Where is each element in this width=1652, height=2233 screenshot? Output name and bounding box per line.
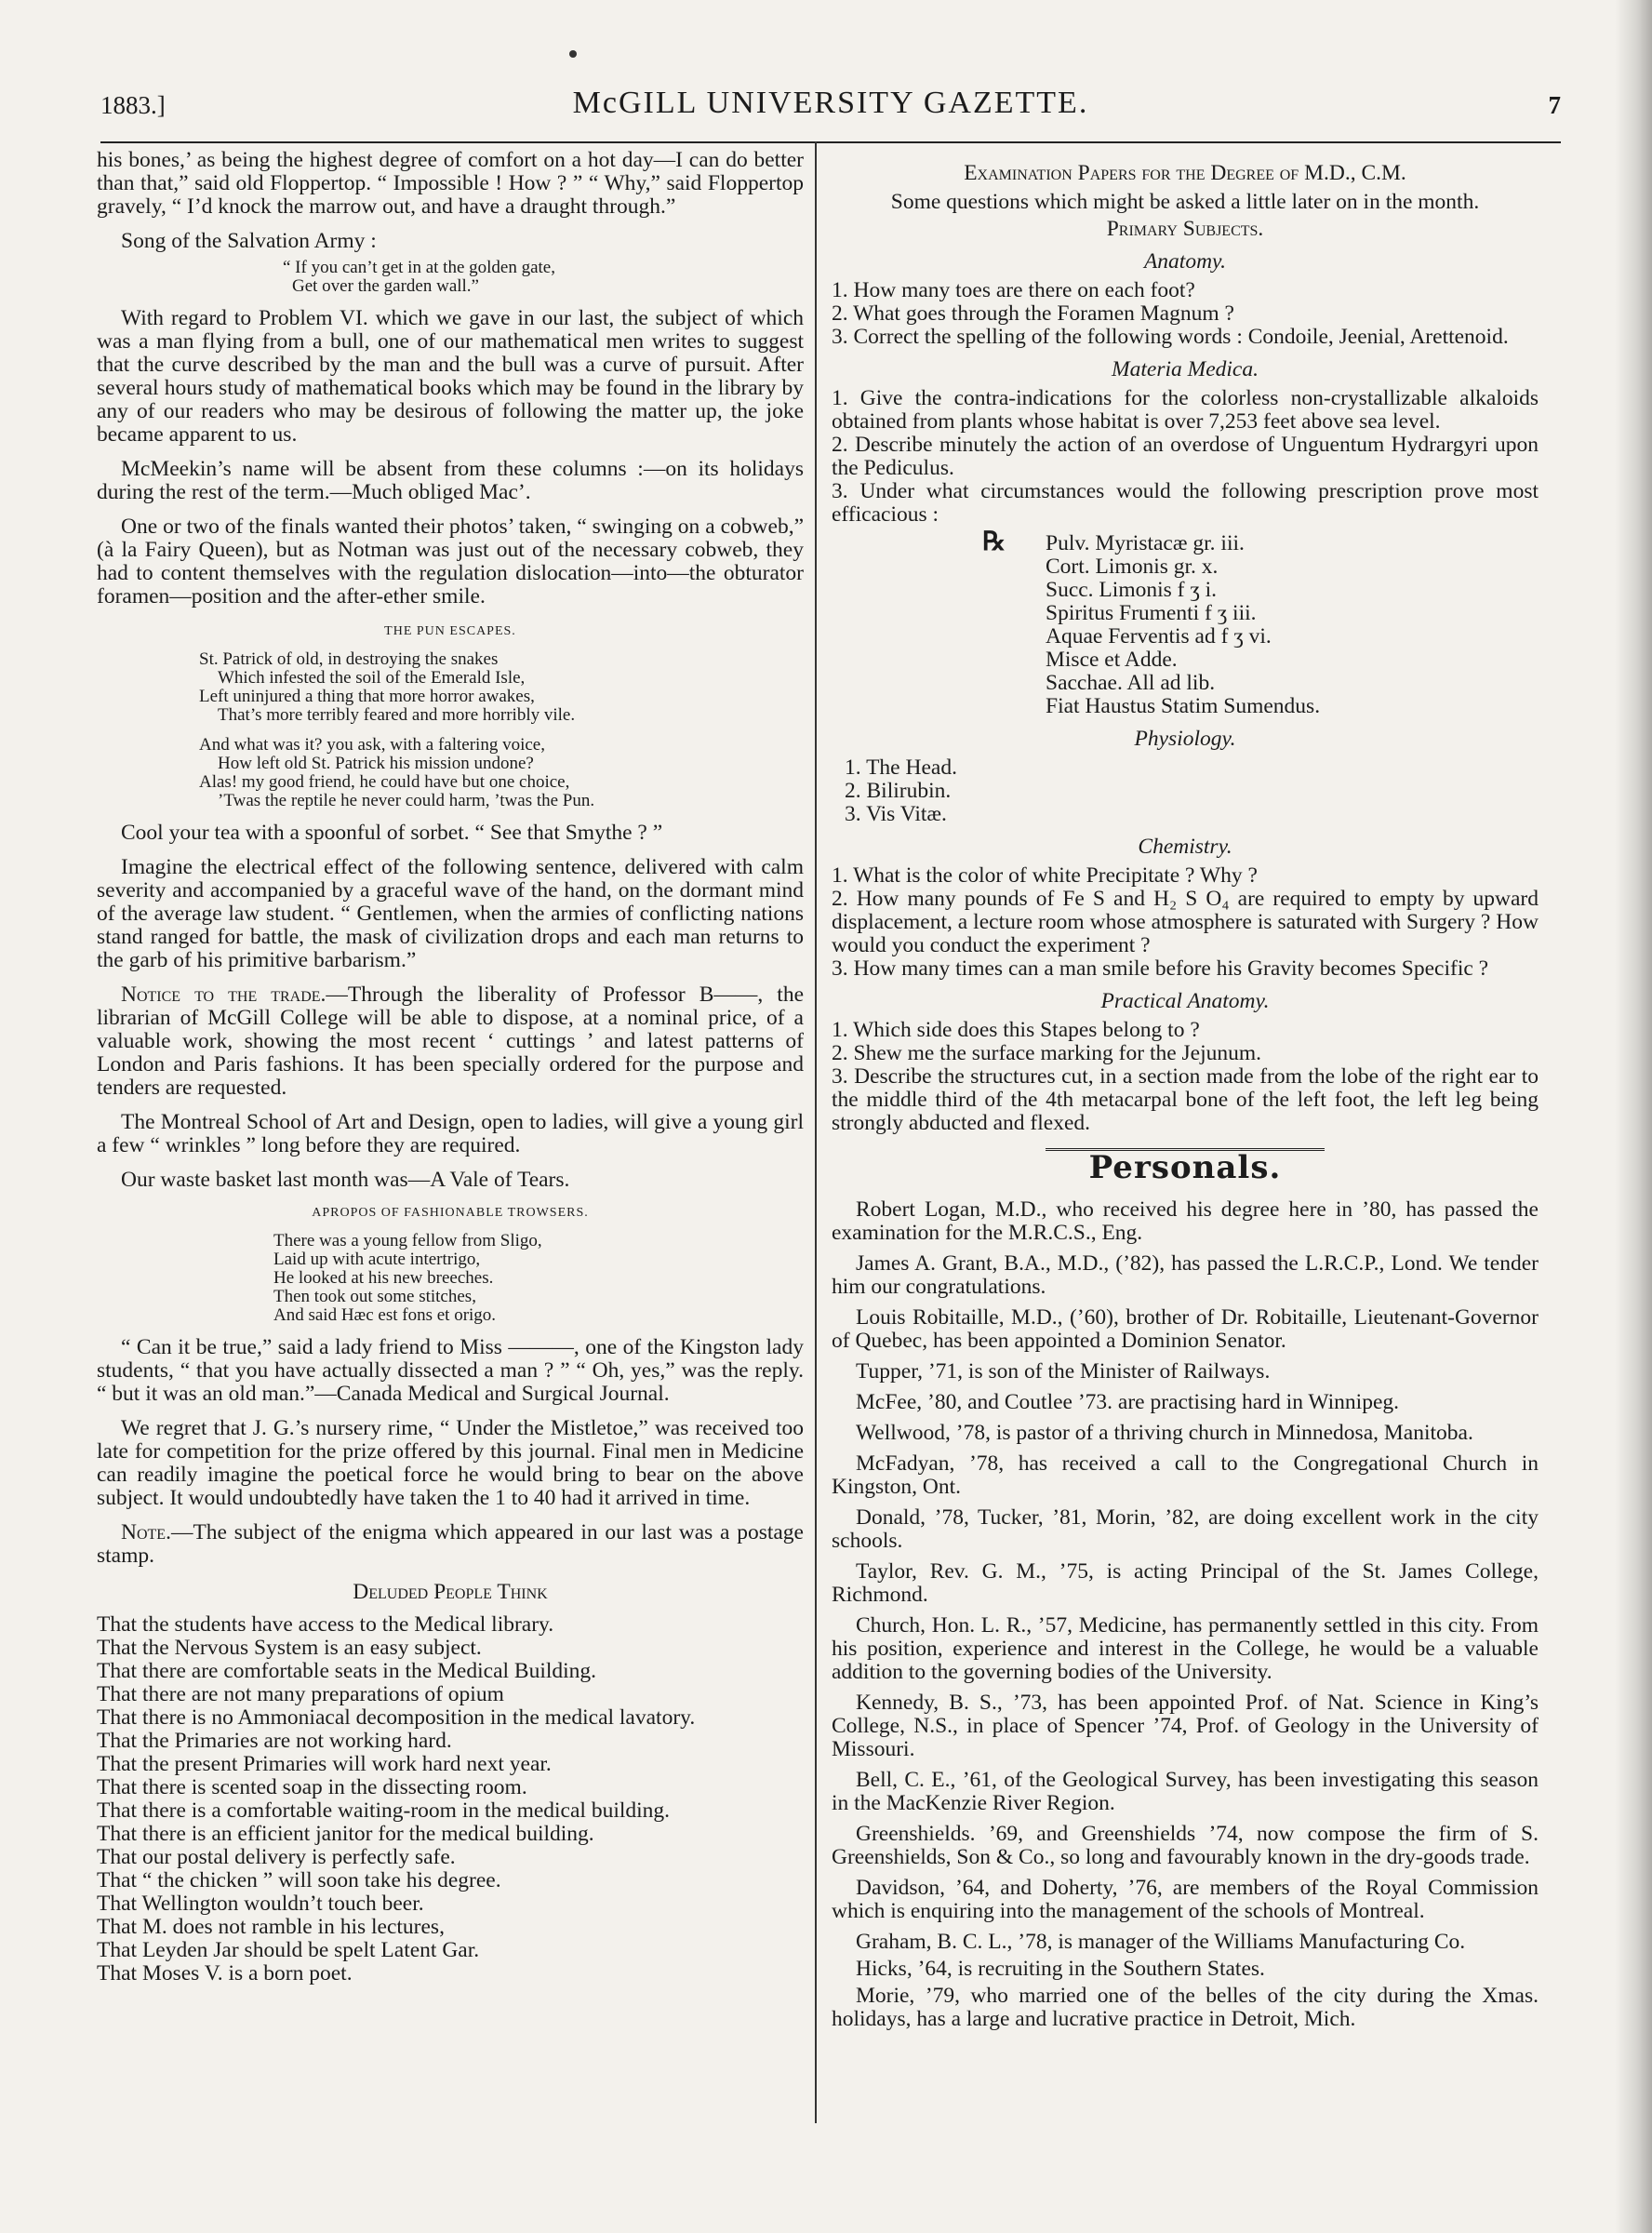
verse-line: Alas! my good friend, he could have but one choice, [199, 772, 570, 792]
physiology-heading: Physiology. [1134, 727, 1236, 751]
column-rule [815, 141, 817, 2123]
anatomy-heading: Anatomy. [1143, 249, 1227, 274]
list-item: That there is a comfortable waiting-room in the medical building. [97, 1798, 671, 1823]
mistletoe-paragraph: We regret that J. G.’s nursery rime, “ Under the Mistletoe,” was received too late for competition for the prize offered by this journal. Final men in Medicine can readily imagine the poetical force he would bring to bear on the above subject. It would undoubtedly have taken the 1 to 40 had it arrived in time. [97, 1416, 804, 1510]
notice-text: —Through the liberality of Professor B——, the librarian of McGill College will be able to dispose, at a nominal price, of a valuable work, showing the most recent ‘ cuttings ’ and latest patterns of London and Paris fashions. It has been specially ordered for the purpose and tenders are requested. [97, 983, 804, 1100]
verse-line: “ If you can’t get in at the golden gate, [283, 258, 555, 277]
salvation-intro: Song of the Salvation Army : [121, 229, 377, 253]
materia-question: 2. Describe minutely the action of an overdose of Unguentum Hydrargyri upon the Pediculus. [832, 433, 1539, 480]
rx-line: Pulv. Myristacæ gr. iii. [1046, 531, 1245, 555]
enigma-paragraph [97, 1521, 804, 1568]
mcmeekin-paragraph: McMeekin’s name will be absent from these columns :—on its holidays during the rest of the term.—Much obliged Mac’. [97, 457, 804, 504]
personal-item: McFee, ’80, and Coutlee ’73. are practising hard in Winnipeg. [856, 1390, 1400, 1414]
deluded-title: Deluded People Think [353, 1580, 548, 1604]
pun-verse-1 [199, 650, 804, 725]
verse-line: Get over the garden wall.” [292, 276, 479, 296]
materia-heading: Materia Medica. [1112, 357, 1259, 381]
note-text: —The subject of the enigma which appeared in our last was a postage stamp. [97, 1520, 804, 1568]
chemistry-question: 1. What is the color of white Precipitate ? Why ? [832, 863, 1258, 888]
verse-line: Left uninjured a thing that more horror awakes, [199, 687, 535, 706]
list-item: That there is no Ammoniacal decomposition in the medical lavatory. [97, 1705, 696, 1730]
list-item: That Moses V. is a born poet. [97, 1961, 353, 1986]
personal-item: Graham, B. C. L., ’78, is manager of the Williams Manufacturing Co. [856, 1930, 1466, 1954]
rx-line: Sacchae. All ad lib. [1046, 671, 1216, 695]
page-header [100, 86, 1561, 143]
personals-heading: Personals. [1088, 1149, 1282, 1186]
rx-line: Misce et Adde. [1046, 648, 1178, 672]
page-number: 7 [1548, 91, 1561, 119]
physiology-item: 2. Bilirubin. [845, 779, 952, 803]
anatomy-question: 1. How many toes are there on each foot? [832, 278, 1195, 302]
masthead-title: McGILL UNIVERSITY GAZETTE. [572, 86, 1089, 120]
list-item: That Leyden Jar should be spelt Latent Gar. [97, 1938, 480, 1962]
page-edge-shadow [1615, 0, 1652, 2233]
sorbet-paragraph: Cool your tea with a spoonful of sorbet. “ See that Smythe ? ” [121, 821, 663, 845]
pun-verse-2 [199, 736, 804, 810]
list-item: That the Primaries are not working hard. [97, 1729, 452, 1753]
primary-subjects: Primary Subjects. [1106, 217, 1264, 241]
left-column [97, 149, 804, 2129]
physiology-list [832, 756, 1539, 826]
practical-question: 2. Shew me the surface marking for the Jejunum. [832, 1041, 1262, 1065]
practical-heading: Practical Anatomy. [1100, 989, 1270, 1013]
list-item: That M. does not ramble in his lectures, [97, 1915, 445, 1939]
deluded-list [97, 1613, 804, 1986]
paragraph-text: With regard to Problem VI. which we gave in our last, the subject of which was a man flying from a bull, one of our mathematical men writes to suggest that the curve described by the man and the bull was a curve of pursuit. After several hours study of mathematical books which may be found in the library by any of our readers who may be desirous of following the matter up, the joke became apparent to us. [97, 306, 804, 447]
verse-line: Which infested the soil of the Emerald Isle, [218, 668, 526, 688]
verse-line: Laid up with acute intertrigo, [273, 1250, 481, 1269]
personal-item: Louis Robitaille, M.D., (’60), brother of Dr. Robitaille, Lieutenant-Governor of Quebec, has been appointed a Dominion Senator. [832, 1305, 1539, 1353]
personal-item: Kennedy, B. S., ’73, has been appointed Prof. of Nat. Science in King’s College, N.S., in place of Spencer ’74, Prof. of Geology in the University of Missouri. [832, 1691, 1539, 1761]
verse-line: ’Twas the reptile he never could harm, ’twas the Pun. [218, 791, 595, 810]
gentlemen-paragraph: Imagine the electrical effect of the following sentence, delivered with calm severity and accompanied by a graceful wave of the hand, on the dormant mind of the average law student. “ Gentlemen, when the armies of conflicting nations stand ranged for battle, the mask of civilization drops and each man returns to the garb of his primitive barbarism.” [97, 855, 804, 972]
personal-item: McFadyan, ’78, has received a call to the Congregational Church in Kingston, Ont. [832, 1451, 1539, 1499]
problem-vi-paragraph [97, 307, 804, 447]
personal-item: Davidson, ’64, and Doherty, ’76, are members of the Royal Commission which is enquiring into the management of the schools of Montreal. [832, 1876, 1539, 1923]
verse-line: How left old St. Patrick his mission undone? [218, 754, 534, 773]
list-item: That the students have access to the Medical library. [97, 1612, 554, 1637]
pun-title: THE PUN ESCAPES. [384, 624, 516, 638]
art-school-paragraph: The Montreal School of Art and Design, open to ladies, will give a young girl a few “ wrinkles ” long before they are required. [97, 1110, 804, 1157]
list-item: That the Nervous System is an easy subject. [97, 1636, 482, 1660]
anatomy-question: 3. Correct the spelling of the following words : Condoile, Jeenial, Arettenoid. [832, 325, 1509, 349]
exam-subtitle: Some questions which might be asked a little later on in the month. [890, 190, 1480, 214]
personal-item: Bell, C. E., ’61, of the Geological Survey, has been investigating this season in the MacKenzie River Region. [832, 1768, 1539, 1815]
chemistry-question: 2. How many pounds of Fe S and H₂ S O₄ are required to empty by upward displacement, a lecture room whose atmosphere is saturated with Surgery ? How would you conduct the experiment ? [832, 887, 1539, 957]
materia-question: 1. Give the contra-indications for the colorless non-crystallizable alkaloids obtained from plants whose habitat is over 7,253 feet above sea level. [832, 386, 1539, 434]
waste-basket-paragraph: Our waste basket last month was—A Vale of Tears. [121, 1168, 570, 1192]
trowsers-title: APROPOS OF FASHIONABLE TROWSERS. [312, 1206, 589, 1220]
personal-item: James A. Grant, B.A., M.D., (’82), has passed the L.R.C.P., Lond. We tender him our congratulations. [832, 1251, 1539, 1299]
ink-spot [569, 50, 577, 58]
verse-line: St. Patrick of old, in destroying the snakes [199, 649, 499, 669]
personal-item: Donald, ’78, Tucker, ’81, Morin, ’82, are doing excellent work in the city schools. [832, 1505, 1539, 1553]
physiology-item: 3. Vis Vitæ. [845, 802, 947, 826]
rx-line: Aquae Ferventis ad f ʒ vi. [1046, 624, 1272, 649]
notice-trade-paragraph [97, 983, 804, 1100]
prescription [832, 528, 1539, 718]
exam-title: Examination Papers for the Degree of M.D., C.M. [964, 161, 1406, 185]
list-item: That the present Primaries will work hard next year. [97, 1752, 552, 1776]
note-lead: Note. [121, 1520, 171, 1544]
physiology-item: 1. The Head. [845, 755, 957, 780]
list-item: That there is an efficient janitor for the medical building. [97, 1822, 594, 1846]
verse-line: Then took out some stitches, [273, 1287, 476, 1306]
list-item: That there are comfortable seats in the Medical Building. [97, 1659, 597, 1683]
header-year: 1883.] [100, 91, 166, 119]
personal-item: Church, Hon. L. R., ’57, Medicine, has permanently settled in this city. From his position, experience and interest in the College, he would be a valuable addition to the governing bodies of the University. [832, 1613, 1539, 1684]
personal-item: Greenshields. ’69, and Greenshields ’74, now compose the firm of S. Greenshields, Son & Co., so long and favourably known in the dry-goods trade. [832, 1822, 1539, 1869]
verse-line: And what was it? you ask, with a faltering voice, [199, 735, 545, 755]
right-column [832, 149, 1539, 2129]
anatomy-question: 2. What goes through the Foramen Magnum ? [832, 301, 1234, 326]
practical-question: 1. Which side does this Stapes belong to ? [832, 1018, 1200, 1042]
notice-lead: Notice to the trade. [121, 983, 326, 1007]
kingston-paragraph: “ Can it be true,” said a lady friend to Miss ———, one of the Kingston lady students, “ that you have actually dissected a man ? ” “ Oh, yes,” was the reply. “ but it was an old man.”—Canada Medical and Surgical Journal. [97, 1335, 804, 1406]
rx-line: Succ. Limonis f ʒ i. [1046, 578, 1218, 602]
personal-item: Robert Logan, M.D., who received his degree here in ’80, has passed the examination for the M.R.C.S., Eng. [832, 1197, 1539, 1245]
rx-line: Fiat Haustus Statim Sumendus. [1046, 694, 1321, 718]
personal-item: Tupper, ’71, is son of the Minister of Railways. [856, 1359, 1271, 1384]
list-item: That Wellington wouldn’t touch beer. [97, 1892, 424, 1916]
verse-line: And said Hæc est fons et origo. [273, 1305, 497, 1325]
list-item: That there is scented soap in the dissecting room. [97, 1775, 527, 1799]
list-item: That “ the chicken ” will soon take his degree. [97, 1868, 501, 1892]
chemistry-question: 3. How many times can a man smile before his Gravity becomes Specific ? [832, 956, 1489, 981]
list-item: That there are not many preparations of opium [97, 1682, 504, 1706]
personal-item: Taylor, Rev. G. M., ’75, is acting Principal of the St. James College, Richmond. [832, 1559, 1539, 1607]
verse-line: That’s more terribly feared and more horribly vile. [218, 705, 576, 725]
recipe-symbol: ℞ [982, 528, 1006, 556]
rx-line: Cort. Limonis gr. x. [1046, 555, 1219, 579]
rx-line: Spiritus Frumenti f ʒ iii. [1046, 601, 1257, 625]
personal-item: Hicks, ’64, is recruiting in the Southern States. [856, 1957, 1265, 1981]
trowsers-verse [273, 1232, 804, 1325]
personal-item: Wellwood, ’78, is pastor of a thriving church in Minnedosa, Manitoba. [856, 1421, 1473, 1445]
verse-line: There was a young fellow from Sligo, [273, 1231, 542, 1250]
floppertop-paragraph: his bones,’ as being the highest degree of comfort on a hot day—I can do better than that,” said old Floppertop. “ Impossible ! How ? ” “ Why,” said Floppertop gravely, “ I’d knock the marrow out, and have a draught through.” [97, 149, 804, 219]
list-item: That our postal delivery is perfectly safe. [97, 1845, 456, 1869]
photos-paragraph: One or two of the finals wanted their photos’ taken, “ swinging on a cobweb,” (à la Fairy Queen), but as Notman was just out of the necessary cobweb, they had to content themselves with the regulation dislocation—into—the obturator foramen—position and the after-ether smile. [97, 515, 804, 608]
salvation-verse [283, 259, 804, 296]
practical-question: 3. Describe the structures cut, in a section made from the lobe of the right ear to the middle third of the 4th metacarpal bone of the left foot, the left leg being strongly abducted and flexed. [832, 1064, 1539, 1135]
chemistry-heading: Chemistry. [1138, 835, 1232, 859]
personal-item: Morie, ’79, who married one of the belles of the city during the Xmas. holidays, has a large and lucrative practice in Detroit, Mich. [832, 1984, 1539, 2031]
materia-question: 3. Under what circumstances would the following prescription prove most efficacious : [832, 479, 1539, 527]
prescription-lines [1046, 532, 1539, 718]
verse-line: He looked at his new breeches. [273, 1268, 494, 1288]
